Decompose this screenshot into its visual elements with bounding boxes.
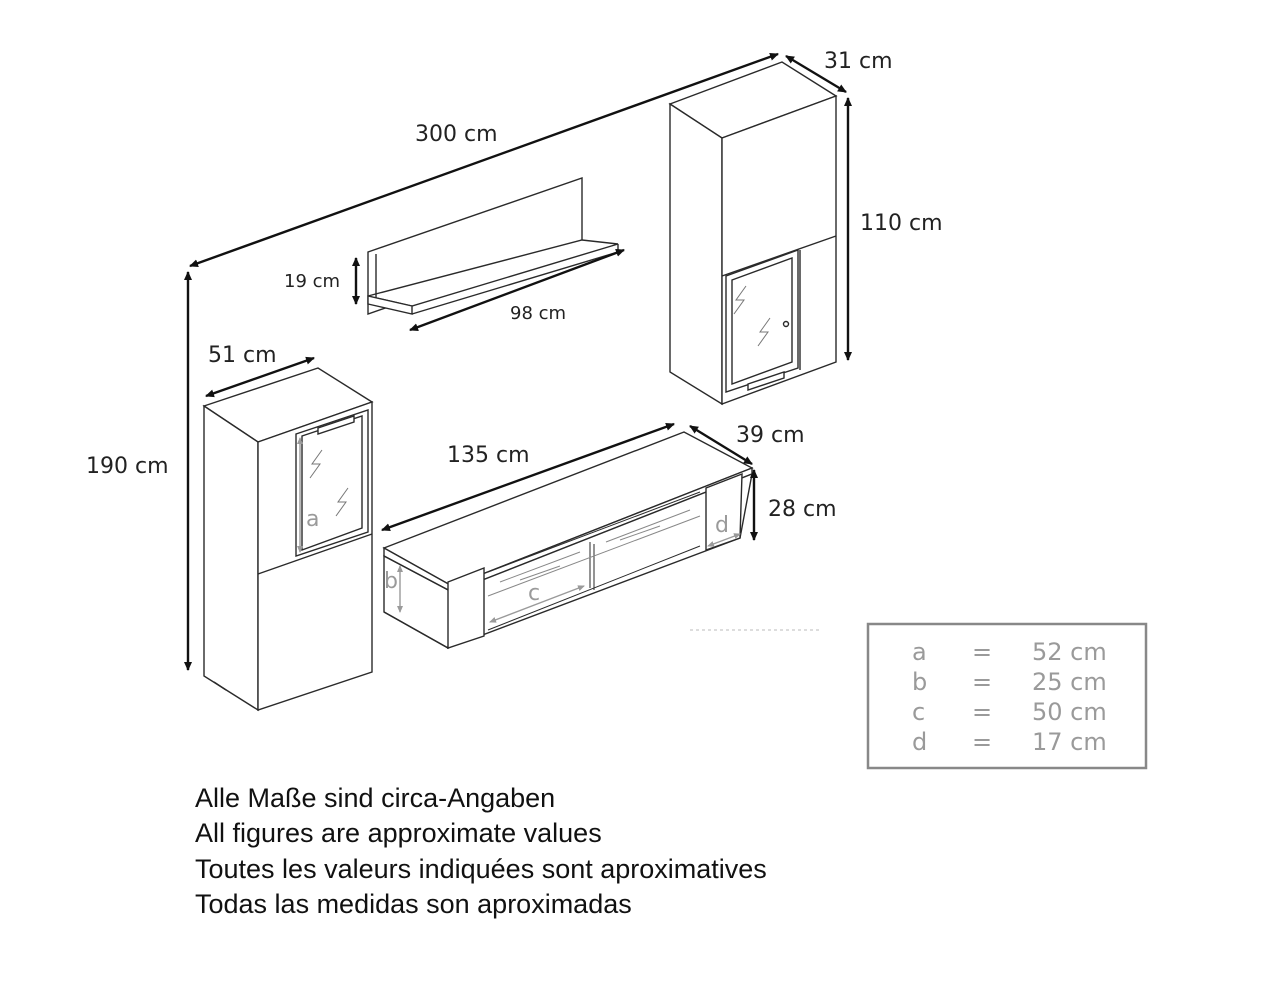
tall-cabinet bbox=[204, 368, 372, 710]
wall-shelf bbox=[368, 178, 618, 314]
lowboard-height-label: 28 cm bbox=[768, 497, 837, 522]
total-width-label: 300 cm bbox=[415, 122, 498, 147]
lowboard-depth-label: 39 cm bbox=[736, 423, 805, 448]
lowboard-width-label: 135 cm bbox=[447, 443, 530, 468]
lowboard bbox=[384, 432, 752, 648]
legend-value-a: 52 cm bbox=[1032, 638, 1107, 666]
inner-label-b: b bbox=[384, 569, 398, 594]
note-german: Alle Maße sind circa-Angaben bbox=[195, 783, 556, 813]
shelf-width-label: 98 cm bbox=[510, 303, 567, 324]
shelf-height-label: 19 cm bbox=[284, 271, 341, 292]
inner-label-c: c bbox=[528, 581, 541, 606]
legend-value-b: 25 cm bbox=[1032, 668, 1107, 696]
legend-eq-a: = bbox=[972, 638, 993, 666]
legend-key-b: b bbox=[912, 668, 928, 696]
legend-box bbox=[868, 624, 1146, 768]
legend-key-c: c bbox=[912, 698, 926, 726]
note-spanish: Todas las medidas son aproximadas bbox=[195, 889, 632, 919]
legend-value-c: 50 cm bbox=[1032, 698, 1107, 726]
note-english: All figures are approximate values bbox=[195, 818, 602, 848]
legend-eq-b: = bbox=[972, 668, 993, 696]
top-height-label: 110 cm bbox=[860, 211, 943, 236]
tall-height-label: 190 cm bbox=[86, 454, 169, 479]
legend-value-d: 17 cm bbox=[1032, 728, 1107, 756]
tall-width-label: 51 cm bbox=[208, 343, 277, 368]
note-french: Toutes les valeurs indiquées sont aproximatives bbox=[195, 854, 767, 884]
hanging-cabinet bbox=[670, 62, 836, 404]
inner-label-a: a bbox=[306, 507, 320, 532]
legend-eq-d: = bbox=[972, 728, 993, 756]
top-depth-label: 31 cm bbox=[824, 49, 893, 74]
legend-key-a: a bbox=[912, 638, 927, 666]
legend-eq-c: = bbox=[972, 698, 993, 726]
legend-key-d: d bbox=[912, 728, 928, 756]
inner-label-d: d bbox=[715, 513, 729, 538]
